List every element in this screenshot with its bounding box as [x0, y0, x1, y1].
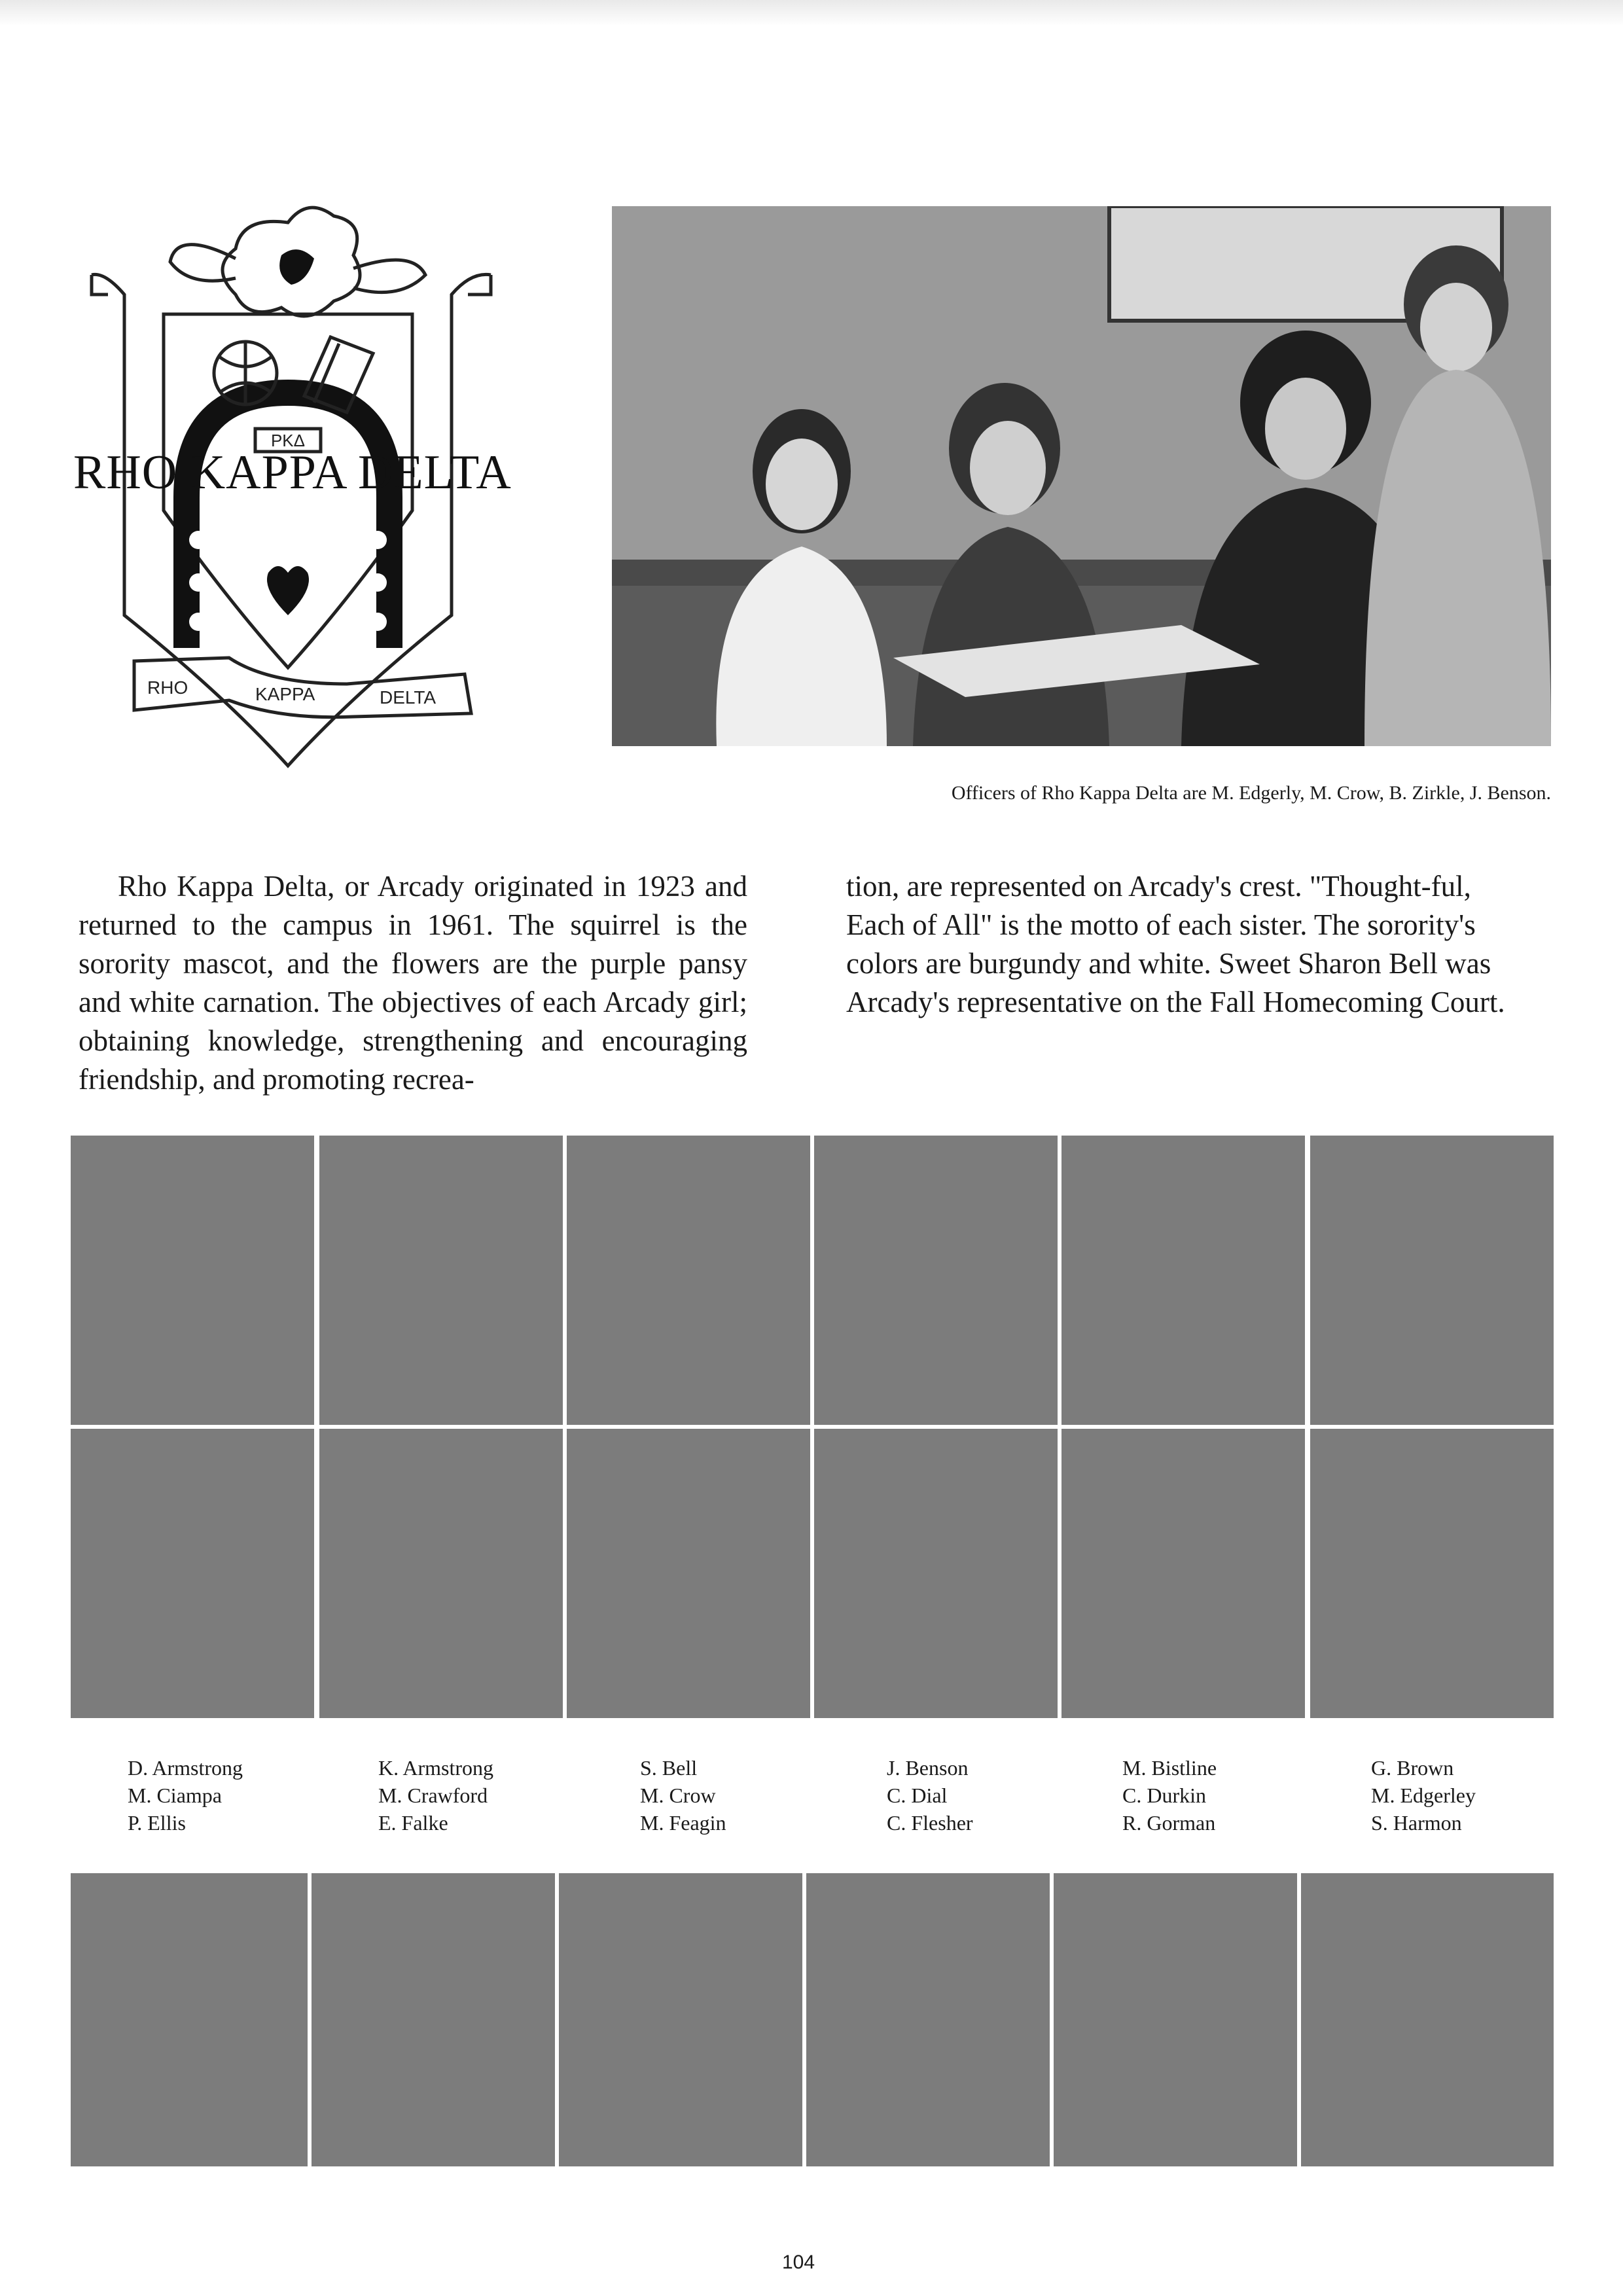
name-column-2	[378, 1754, 493, 1837]
article-right-column: tion, are represented on Arcady's crest. "Thought-ful, Each of All" is the motto of each sister. The sorority's colors are burgundy and white. Sweet Sharon Bell was Arcady's representative on the Fall Homecoming Court.	[846, 870, 1505, 1018]
member-name: C. Flesher	[887, 1811, 973, 1835]
crest-ribbon-kappa: KAPPA	[255, 684, 315, 704]
portrait	[567, 1136, 810, 1425]
member-name: C. Durkin	[1122, 1784, 1206, 1807]
member-name: J. Benson	[887, 1756, 969, 1780]
portrait	[1310, 1136, 1554, 1425]
portrait	[1061, 1136, 1305, 1425]
name-column-6	[1371, 1754, 1476, 1837]
member-name: M. Feagin	[640, 1811, 726, 1835]
portrait	[71, 1136, 314, 1425]
name-column-4	[887, 1754, 973, 1837]
portrait	[1061, 1429, 1305, 1718]
portrait	[559, 1873, 802, 2166]
portrait	[814, 1429, 1058, 1718]
member-name: E. Falke	[378, 1811, 448, 1835]
member-name: S. Bell	[640, 1756, 698, 1780]
member-name: S. Harmon	[1371, 1811, 1462, 1835]
name-column-3	[640, 1754, 726, 1837]
portrait	[312, 1873, 555, 2166]
crest-ribbon-rho: RHO	[147, 677, 188, 698]
crest-ribbon-delta: DELTA	[380, 687, 437, 708]
photo-caption: Officers of Rho Kappa Delta are M. Edgerly, M. Crow, B. Zirkle, J. Benson.	[951, 782, 1551, 804]
portrait	[1310, 1429, 1554, 1718]
member-name: M. Edgerley	[1371, 1784, 1476, 1807]
name-column-1	[128, 1754, 243, 1837]
scan-edge	[0, 0, 1623, 26]
portrait	[71, 1873, 308, 2166]
member-name: K. Armstrong	[378, 1756, 493, 1780]
officers-photo	[612, 206, 1551, 746]
portrait	[319, 1136, 563, 1425]
member-name: D. Armstrong	[128, 1756, 243, 1780]
member-name: P. Ellis	[128, 1811, 186, 1835]
portrait	[806, 1873, 1050, 2166]
crest-letters: PKΔ	[270, 431, 306, 450]
member-name: M. Crawford	[378, 1784, 488, 1807]
portrait	[1054, 1873, 1297, 2166]
name-column-5	[1122, 1754, 1217, 1837]
portrait	[567, 1429, 810, 1718]
member-name: R. Gorman	[1122, 1811, 1216, 1835]
portrait	[814, 1136, 1058, 1425]
portrait	[1301, 1873, 1554, 2166]
member-name: M. Ciampa	[128, 1784, 222, 1807]
member-name: G. Brown	[1371, 1756, 1454, 1780]
article-left-column	[79, 867, 747, 1099]
page-title: RHO KAPPA DELTA	[73, 446, 512, 499]
member-name: M. Crow	[640, 1784, 716, 1807]
page-number: 104	[782, 2251, 815, 2273]
portrait	[71, 1429, 314, 1718]
portrait	[319, 1429, 563, 1718]
member-name: M. Bistline	[1122, 1756, 1217, 1780]
member-name: C. Dial	[887, 1784, 948, 1807]
article-text-left: Rho Kappa Delta, or Arcady originated in 1923 and returned to the campus in 1961. The squirrel is the sorority mascot, and the flowers are the purple pansy and white carnation. The objectives of each Arcady girl; obtaining knowledge, strengthening and encouraging friendship, and promoting recrea-	[79, 870, 747, 1096]
